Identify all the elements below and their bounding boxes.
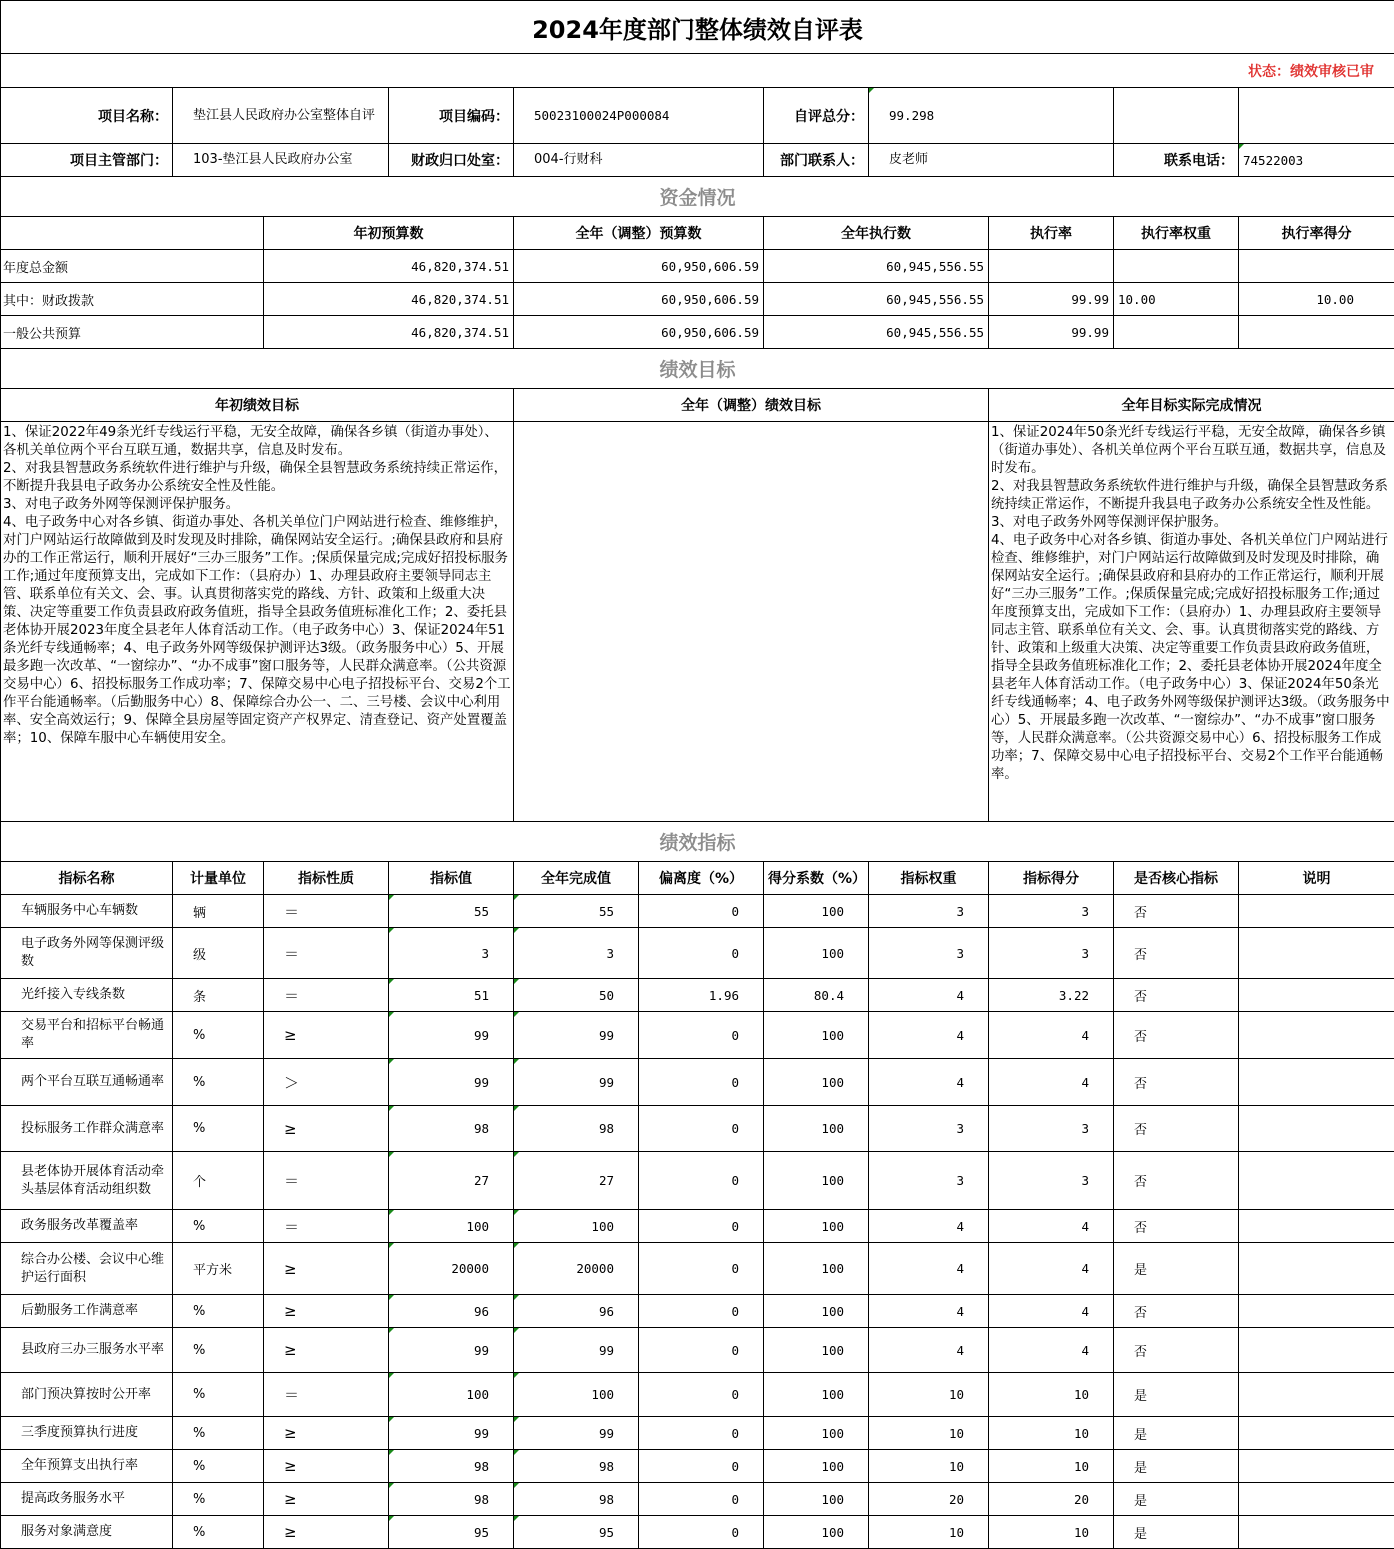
indicator-name: 光纤接入专线条数 [1, 979, 173, 1012]
indicator-name: 两个平台互联互通畅通率 [1, 1059, 173, 1106]
target-value: 96 [389, 1295, 514, 1328]
funds-column-header: 全年（调整）预算数 [514, 217, 764, 250]
actual-value: 55 [514, 895, 639, 928]
indicator-column-header: 指标性质 [264, 862, 389, 895]
weight: 4 [869, 1012, 989, 1059]
funds-column-header [1, 217, 264, 250]
indicator-column-header: 说明 [1239, 862, 1394, 895]
indicator-column-header: 是否核心指标 [1114, 862, 1239, 895]
nature: ≥ [264, 1295, 389, 1328]
funds-row [1, 316, 1394, 349]
indicator-column-header: 偏离度（%） [639, 862, 764, 895]
actual-value: 99 [514, 1012, 639, 1059]
funds-cell: 99.99 [989, 283, 1114, 316]
unit: % [173, 1059, 264, 1106]
total-score-label: 自评总分： [764, 88, 869, 144]
unit: % [173, 1483, 264, 1516]
score: 3 [989, 895, 1114, 928]
phone-label: 联系电话： [1114, 144, 1239, 177]
nature: ≥ [264, 1106, 389, 1152]
contact: 皮老师 [869, 144, 1114, 177]
note [1239, 1012, 1394, 1059]
deviation: 0 [639, 1295, 764, 1328]
indicator-row [1, 979, 1394, 1012]
dept-label: 项目主管部门： [1, 144, 173, 177]
phone: 74522003 [1239, 144, 1394, 177]
actual-value: 100 [514, 1210, 639, 1243]
actual-value: 98 [514, 1483, 639, 1516]
is-core: 否 [1114, 895, 1239, 928]
dept: 103-垫江县人民政府办公室 [173, 144, 389, 177]
funds-cell: 46,820,374.51 [264, 283, 514, 316]
is-core: 是 [1114, 1417, 1239, 1450]
nature: ＝ [264, 1373, 389, 1417]
unit: % [173, 1210, 264, 1243]
score: 20 [989, 1483, 1114, 1516]
empty-cell [1114, 88, 1239, 144]
unit: 级 [173, 928, 264, 979]
nature: ≥ [264, 1243, 389, 1295]
nature: ≥ [264, 1012, 389, 1059]
indicator-name: 政务服务改革覆盖率 [1, 1210, 173, 1243]
unit: % [173, 1417, 264, 1450]
goals-column-header: 年初绩效目标 [1, 389, 514, 422]
weight: 3 [869, 895, 989, 928]
deviation: 0 [639, 1059, 764, 1106]
actual-value: 98 [514, 1106, 639, 1152]
indicator-row [1, 1516, 1394, 1549]
unit: % [173, 1012, 264, 1059]
target-value: 98 [389, 1450, 514, 1483]
weight: 10 [869, 1516, 989, 1549]
deviation: 0 [639, 1152, 764, 1210]
score: 4 [989, 1295, 1114, 1328]
target-value: 98 [389, 1483, 514, 1516]
target-value: 95 [389, 1516, 514, 1549]
unit: 个 [173, 1152, 264, 1210]
note [1239, 1450, 1394, 1483]
indicator-row [1, 1417, 1394, 1450]
actual-value: 100 [514, 1373, 639, 1417]
funds-cell [1239, 316, 1394, 349]
weight: 4 [869, 979, 989, 1012]
note [1239, 1106, 1394, 1152]
score-coefficient: 100 [764, 1012, 869, 1059]
target-value: 55 [389, 895, 514, 928]
funds-row-label: 一般公共预算 [1, 316, 264, 349]
indicator-name: 车辆服务中心车辆数 [1, 895, 173, 928]
is-core: 否 [1114, 1210, 1239, 1243]
note [1239, 1417, 1394, 1450]
weight: 3 [869, 928, 989, 979]
score: 3 [989, 928, 1114, 979]
funds-cell: 60,945,556.55 [764, 316, 989, 349]
unit: % [173, 1516, 264, 1549]
indicator-row [1, 1059, 1394, 1106]
actual-value: 27 [514, 1152, 639, 1210]
weight: 3 [869, 1106, 989, 1152]
funds-cell: 60,950,606.59 [514, 250, 764, 283]
is-core: 否 [1114, 928, 1239, 979]
indicator-row [1, 1152, 1394, 1210]
indicator-name: 电子政务外网等保测评级数 [1, 928, 173, 979]
score-coefficient: 100 [764, 895, 869, 928]
score-coefficient: 100 [764, 1417, 869, 1450]
deviation: 0 [639, 1417, 764, 1450]
funds-cell: 60,945,556.55 [764, 250, 989, 283]
actual-value: 99 [514, 1417, 639, 1450]
unit: % [173, 1295, 264, 1328]
indicator-name: 全年预算支出执行率 [1, 1450, 173, 1483]
is-core: 是 [1114, 1373, 1239, 1417]
is-core: 是 [1114, 1483, 1239, 1516]
deviation: 0 [639, 1106, 764, 1152]
project-name-label: 项目名称： [1, 88, 173, 144]
note [1239, 1516, 1394, 1549]
indicator-name: 三季度预算执行进度 [1, 1417, 173, 1450]
weight: 4 [869, 1295, 989, 1328]
actual-value: 98 [514, 1450, 639, 1483]
score-coefficient: 100 [764, 1106, 869, 1152]
weight: 3 [869, 1152, 989, 1210]
indicator-row [1, 895, 1394, 928]
nature: ≥ [264, 1417, 389, 1450]
weight: 4 [869, 1328, 989, 1373]
score: 3.22 [989, 979, 1114, 1012]
empty-cell [1239, 88, 1394, 144]
target-value: 51 [389, 979, 514, 1012]
project-code: 50023100024P000084 [514, 88, 764, 144]
indicator-row [1, 1295, 1394, 1328]
weight: 10 [869, 1417, 989, 1450]
unit: 平方米 [173, 1243, 264, 1295]
funds-column-header: 全年执行数 [764, 217, 989, 250]
indicator-column-header: 指标名称 [1, 862, 173, 895]
actual-value: 3 [514, 928, 639, 979]
contact-label: 部门联系人： [764, 144, 869, 177]
adjusted-goals-text [514, 422, 989, 822]
unit: 条 [173, 979, 264, 1012]
actual-value: 20000 [514, 1243, 639, 1295]
deviation: 0 [639, 1328, 764, 1373]
target-value: 100 [389, 1210, 514, 1243]
score-coefficient: 100 [764, 1295, 869, 1328]
funds-cell: 60,950,606.59 [514, 283, 764, 316]
weight: 10 [869, 1373, 989, 1417]
funds-cell: 46,820,374.51 [264, 316, 514, 349]
indicator-column-header: 得分系数（%） [764, 862, 869, 895]
unit: % [173, 1328, 264, 1373]
funds-column-header: 执行率得分 [1239, 217, 1394, 250]
goals-column-header: 全年（调整）绩效目标 [514, 389, 989, 422]
deviation: 0 [639, 1450, 764, 1483]
actual-value: 50 [514, 979, 639, 1012]
deviation: 0 [639, 1012, 764, 1059]
indicator-name: 提高政务服务水平 [1, 1483, 173, 1516]
score: 4 [989, 1059, 1114, 1106]
nature: ＝ [264, 928, 389, 979]
target-value: 3 [389, 928, 514, 979]
indicator-name: 后勤服务工作满意率 [1, 1295, 173, 1328]
is-core: 否 [1114, 1106, 1239, 1152]
weight: 4 [869, 1059, 989, 1106]
deviation: 0 [639, 1516, 764, 1549]
indicator-row [1, 1012, 1394, 1059]
score-coefficient: 100 [764, 1210, 869, 1243]
nature: ＝ [264, 979, 389, 1012]
score: 4 [989, 1243, 1114, 1295]
note [1239, 1059, 1394, 1106]
total-score: 99.298 [869, 88, 1114, 144]
note [1239, 1483, 1394, 1516]
score: 4 [989, 1210, 1114, 1243]
note [1239, 1210, 1394, 1243]
project-name: 垫江县人民政府办公室整体自评 [173, 88, 389, 144]
score-coefficient: 100 [764, 1516, 869, 1549]
funds-row-label: 年度总金额 [1, 250, 264, 283]
indicator-column-header: 指标得分 [989, 862, 1114, 895]
section-goals-title: 绩效目标 [1, 349, 1394, 389]
nature: ≥ [264, 1450, 389, 1483]
note [1239, 1373, 1394, 1417]
target-value: 99 [389, 1059, 514, 1106]
indicator-column-header: 指标值 [389, 862, 514, 895]
finance-office-label: 财政归口处室： [389, 144, 514, 177]
status-badge: 状态：绩效审核已审 [1, 54, 1394, 88]
is-core: 是 [1114, 1243, 1239, 1295]
target-value: 27 [389, 1152, 514, 1210]
indicator-name: 县政府三办三服务水平率 [1, 1328, 173, 1373]
target-value: 20000 [389, 1243, 514, 1295]
target-value: 100 [389, 1373, 514, 1417]
deviation: 0 [639, 1243, 764, 1295]
note [1239, 928, 1394, 979]
score-coefficient: 100 [764, 1059, 869, 1106]
target-value: 99 [389, 1012, 514, 1059]
indicator-row [1, 1373, 1394, 1417]
unit: % [173, 1106, 264, 1152]
nature: ＝ [264, 1210, 389, 1243]
is-core: 是 [1114, 1450, 1239, 1483]
indicator-name: 投标服务工作群众满意率 [1, 1106, 173, 1152]
funds-column-header: 执行率权重 [1114, 217, 1239, 250]
actual-value: 96 [514, 1295, 639, 1328]
is-core: 否 [1114, 1059, 1239, 1106]
indicator-row [1, 1210, 1394, 1243]
score: 10 [989, 1417, 1114, 1450]
is-core: 否 [1114, 1328, 1239, 1373]
score-coefficient: 80.4 [764, 979, 869, 1012]
score-coefficient: 100 [764, 1243, 869, 1295]
indicator-row [1, 1450, 1394, 1483]
target-value: 99 [389, 1328, 514, 1373]
actual-value: 99 [514, 1059, 639, 1106]
note [1239, 979, 1394, 1012]
note [1239, 1328, 1394, 1373]
funds-cell: 60,950,606.59 [514, 316, 764, 349]
deviation: 1.96 [639, 979, 764, 1012]
actual-completion-text: 1、保证2024年50条光纤专线运行平稳，无安全故障，确保各乡镇（街道办事处）、各机关单位两个平台互联互通，数据共享，信息及时发布。 2、对我县智慧政务系统软件进行维护与升级，确保全县智慧政务系统持续正常运作，不断提升我县电子政务办公系统安全性及性能。 3、对电子政务外网等保测评保护服务。 4、电子政务中心对各乡镇、街道办事处、各机关单位门户网站进行检查、维修维护，对门户网站运行故障做到及时发现及时排除，确保网站安全运行。;确保县政府和县府办的工作正常运行，顺利开展好“三办三服务”工作。;保质保量完成;完成好招投标服务工作;通过年度预算支出，完成如下工作：（县府办）1、办理县政府主要领导同志主管、联系单位有关文、会、事。认真贯彻落实党的路线、方针、政策和上级重大决策、决定等重要工作负责县政府政务值班，指导全县政务值班标准化工作；2、委托县老体协开展2024年度全县老年人体育活动工作。（电子政务中心）3、保证2024年50条光纤专线通畅率；4、电子政务外网等级保护测评达3级。（政务服务中心）5、开展最多跑一次改革、“一窗综办”、“办不成事”窗口服务等，人民群众满意率。（公共资源交易中心）6、招投标服务工作成功率；7、保障交易中心电子招投标平台、交易2个工作平台能通畅率。 [989, 422, 1394, 822]
is-core: 是 [1114, 1516, 1239, 1549]
indicator-row [1, 1328, 1394, 1373]
finance-office: 004-行财科 [514, 144, 764, 177]
actual-value: 99 [514, 1328, 639, 1373]
goals-column-header: 全年目标实际完成情况 [989, 389, 1394, 422]
funds-row [1, 283, 1394, 316]
indicator-name: 交易平台和招标平台畅通率 [1, 1012, 173, 1059]
indicator-column-header: 计量单位 [173, 862, 264, 895]
indicator-row [1, 1483, 1394, 1516]
indicator-row [1, 1106, 1394, 1152]
funds-column-header: 执行率 [989, 217, 1114, 250]
note [1239, 1152, 1394, 1210]
funds-cell [1114, 250, 1239, 283]
is-core: 否 [1114, 979, 1239, 1012]
target-value: 99 [389, 1417, 514, 1450]
nature: ＝ [264, 1152, 389, 1210]
unit: % [173, 1373, 264, 1417]
funds-column-header: 年初预算数 [264, 217, 514, 250]
note [1239, 1243, 1394, 1295]
deviation: 0 [639, 928, 764, 979]
indicator-name: 服务对象满意度 [1, 1516, 173, 1549]
funds-cell: 99.99 [989, 316, 1114, 349]
is-core: 否 [1114, 1295, 1239, 1328]
indicator-row [1, 1243, 1394, 1295]
nature: ≥ [264, 1516, 389, 1549]
indicator-column-header: 指标权重 [869, 862, 989, 895]
initial-goals-text: 1、保证2022年49条光纤专线运行平稳，无安全故障，确保各乡镇（街道办事处）、各机关单位两个平台互联互通，数据共享，信息及时发布。 2、对我县智慧政务系统软件进行维护与升级，确保全县智慧政务系统持续正常运作，不断提升我县电子政务办公系统安全性及性能。 3、对电子政务外网等保测评保护服务。 4、电子政务中心对各乡镇、街道办事处、各机关单位门户网站进行检查、维修维护，对门户网站运行故障做到及时发现及时排除，确保网站安全运行。;确保县政府和县府办的工作正常运行，顺利开展好“三办三服务”工作。;保质保量完成;完成好招投标服务工作;通过年度预算支出，完成如下工作：（县府办）1、办理县政府主要领导同志主管、联系单位有关文、会、事。认真贯彻落实党的路线、方针、政策和上级重大决策、决定等重要工作负责县政府政务值班，指导全县政务值班标准化工作；2、委托县老体协开展2023年度全县老年人体育活动工作。（电子政务中心）3、保证2024年51条光纤专线通畅率；4、电子政务外网等级保护测评达3级。（政务服务中心）5、开展最多跑一次改革、“一窗综办”、“办不成事”窗口服务等，人民群众满意率。（公共资源交易中心）6、招投标服务工作成功率；7、保障交易中心电子招投标平台、交易2个工作平台能通畅率。（后勤服务中心）8、保障综合办公一、二、三号楼、会议中心利用率、安全高效运行；9、保障全县房屋等固定资产产权界定、清查登记、资产处置覆盖率；10、保障车服中心车辆使用安全。 [1, 422, 514, 822]
score-coefficient: 100 [764, 1328, 869, 1373]
target-value: 98 [389, 1106, 514, 1152]
unit: 辆 [173, 895, 264, 928]
note [1239, 1295, 1394, 1328]
weight: 4 [869, 1243, 989, 1295]
nature: ＞ [264, 1059, 389, 1106]
unit: % [173, 1450, 264, 1483]
score-coefficient: 100 [764, 1450, 869, 1483]
page-title: 2024年度部门整体绩效自评表 [1, 1, 1394, 54]
deviation: 0 [639, 1210, 764, 1243]
funds-cell [1114, 316, 1239, 349]
nature: ＝ [264, 895, 389, 928]
section-indicators-title: 绩效指标 [1, 822, 1394, 862]
score: 10 [989, 1516, 1114, 1549]
score-coefficient: 100 [764, 1373, 869, 1417]
indicator-row [1, 928, 1394, 979]
funds-cell [989, 250, 1114, 283]
deviation: 0 [639, 1373, 764, 1417]
score: 4 [989, 1328, 1114, 1373]
project-code-label: 项目编码： [389, 88, 514, 144]
score: 3 [989, 1152, 1114, 1210]
deviation: 0 [639, 895, 764, 928]
score: 4 [989, 1012, 1114, 1059]
funds-cell: 10.00 [1114, 283, 1239, 316]
deviation: 0 [639, 1483, 764, 1516]
funds-row-label: 其中：财政拨款 [1, 283, 264, 316]
score: 10 [989, 1373, 1114, 1417]
score-coefficient: 100 [764, 1152, 869, 1210]
is-core: 否 [1114, 1152, 1239, 1210]
funds-row [1, 250, 1394, 283]
actual-value: 95 [514, 1516, 639, 1549]
score: 10 [989, 1450, 1114, 1483]
funds-cell: 10.00 [1239, 283, 1394, 316]
weight: 20 [869, 1483, 989, 1516]
note [1239, 895, 1394, 928]
indicator-name: 部门预决算按时公开率 [1, 1373, 173, 1417]
section-funds-title: 资金情况 [1, 177, 1394, 217]
weight: 10 [869, 1450, 989, 1483]
indicator-column-header: 全年完成值 [514, 862, 639, 895]
nature: ≥ [264, 1483, 389, 1516]
indicator-name: 县老体协开展体育活动牵头基层体育活动组织数 [1, 1152, 173, 1210]
score-coefficient: 100 [764, 928, 869, 979]
funds-cell: 60,945,556.55 [764, 283, 989, 316]
weight: 4 [869, 1210, 989, 1243]
score-coefficient: 100 [764, 1483, 869, 1516]
indicator-name: 综合办公楼、会议中心维护运行面积 [1, 1243, 173, 1295]
score: 3 [989, 1106, 1114, 1152]
funds-cell: 46,820,374.51 [264, 250, 514, 283]
funds-cell [1239, 250, 1394, 283]
nature: ≥ [264, 1328, 389, 1373]
is-core: 否 [1114, 1012, 1239, 1059]
